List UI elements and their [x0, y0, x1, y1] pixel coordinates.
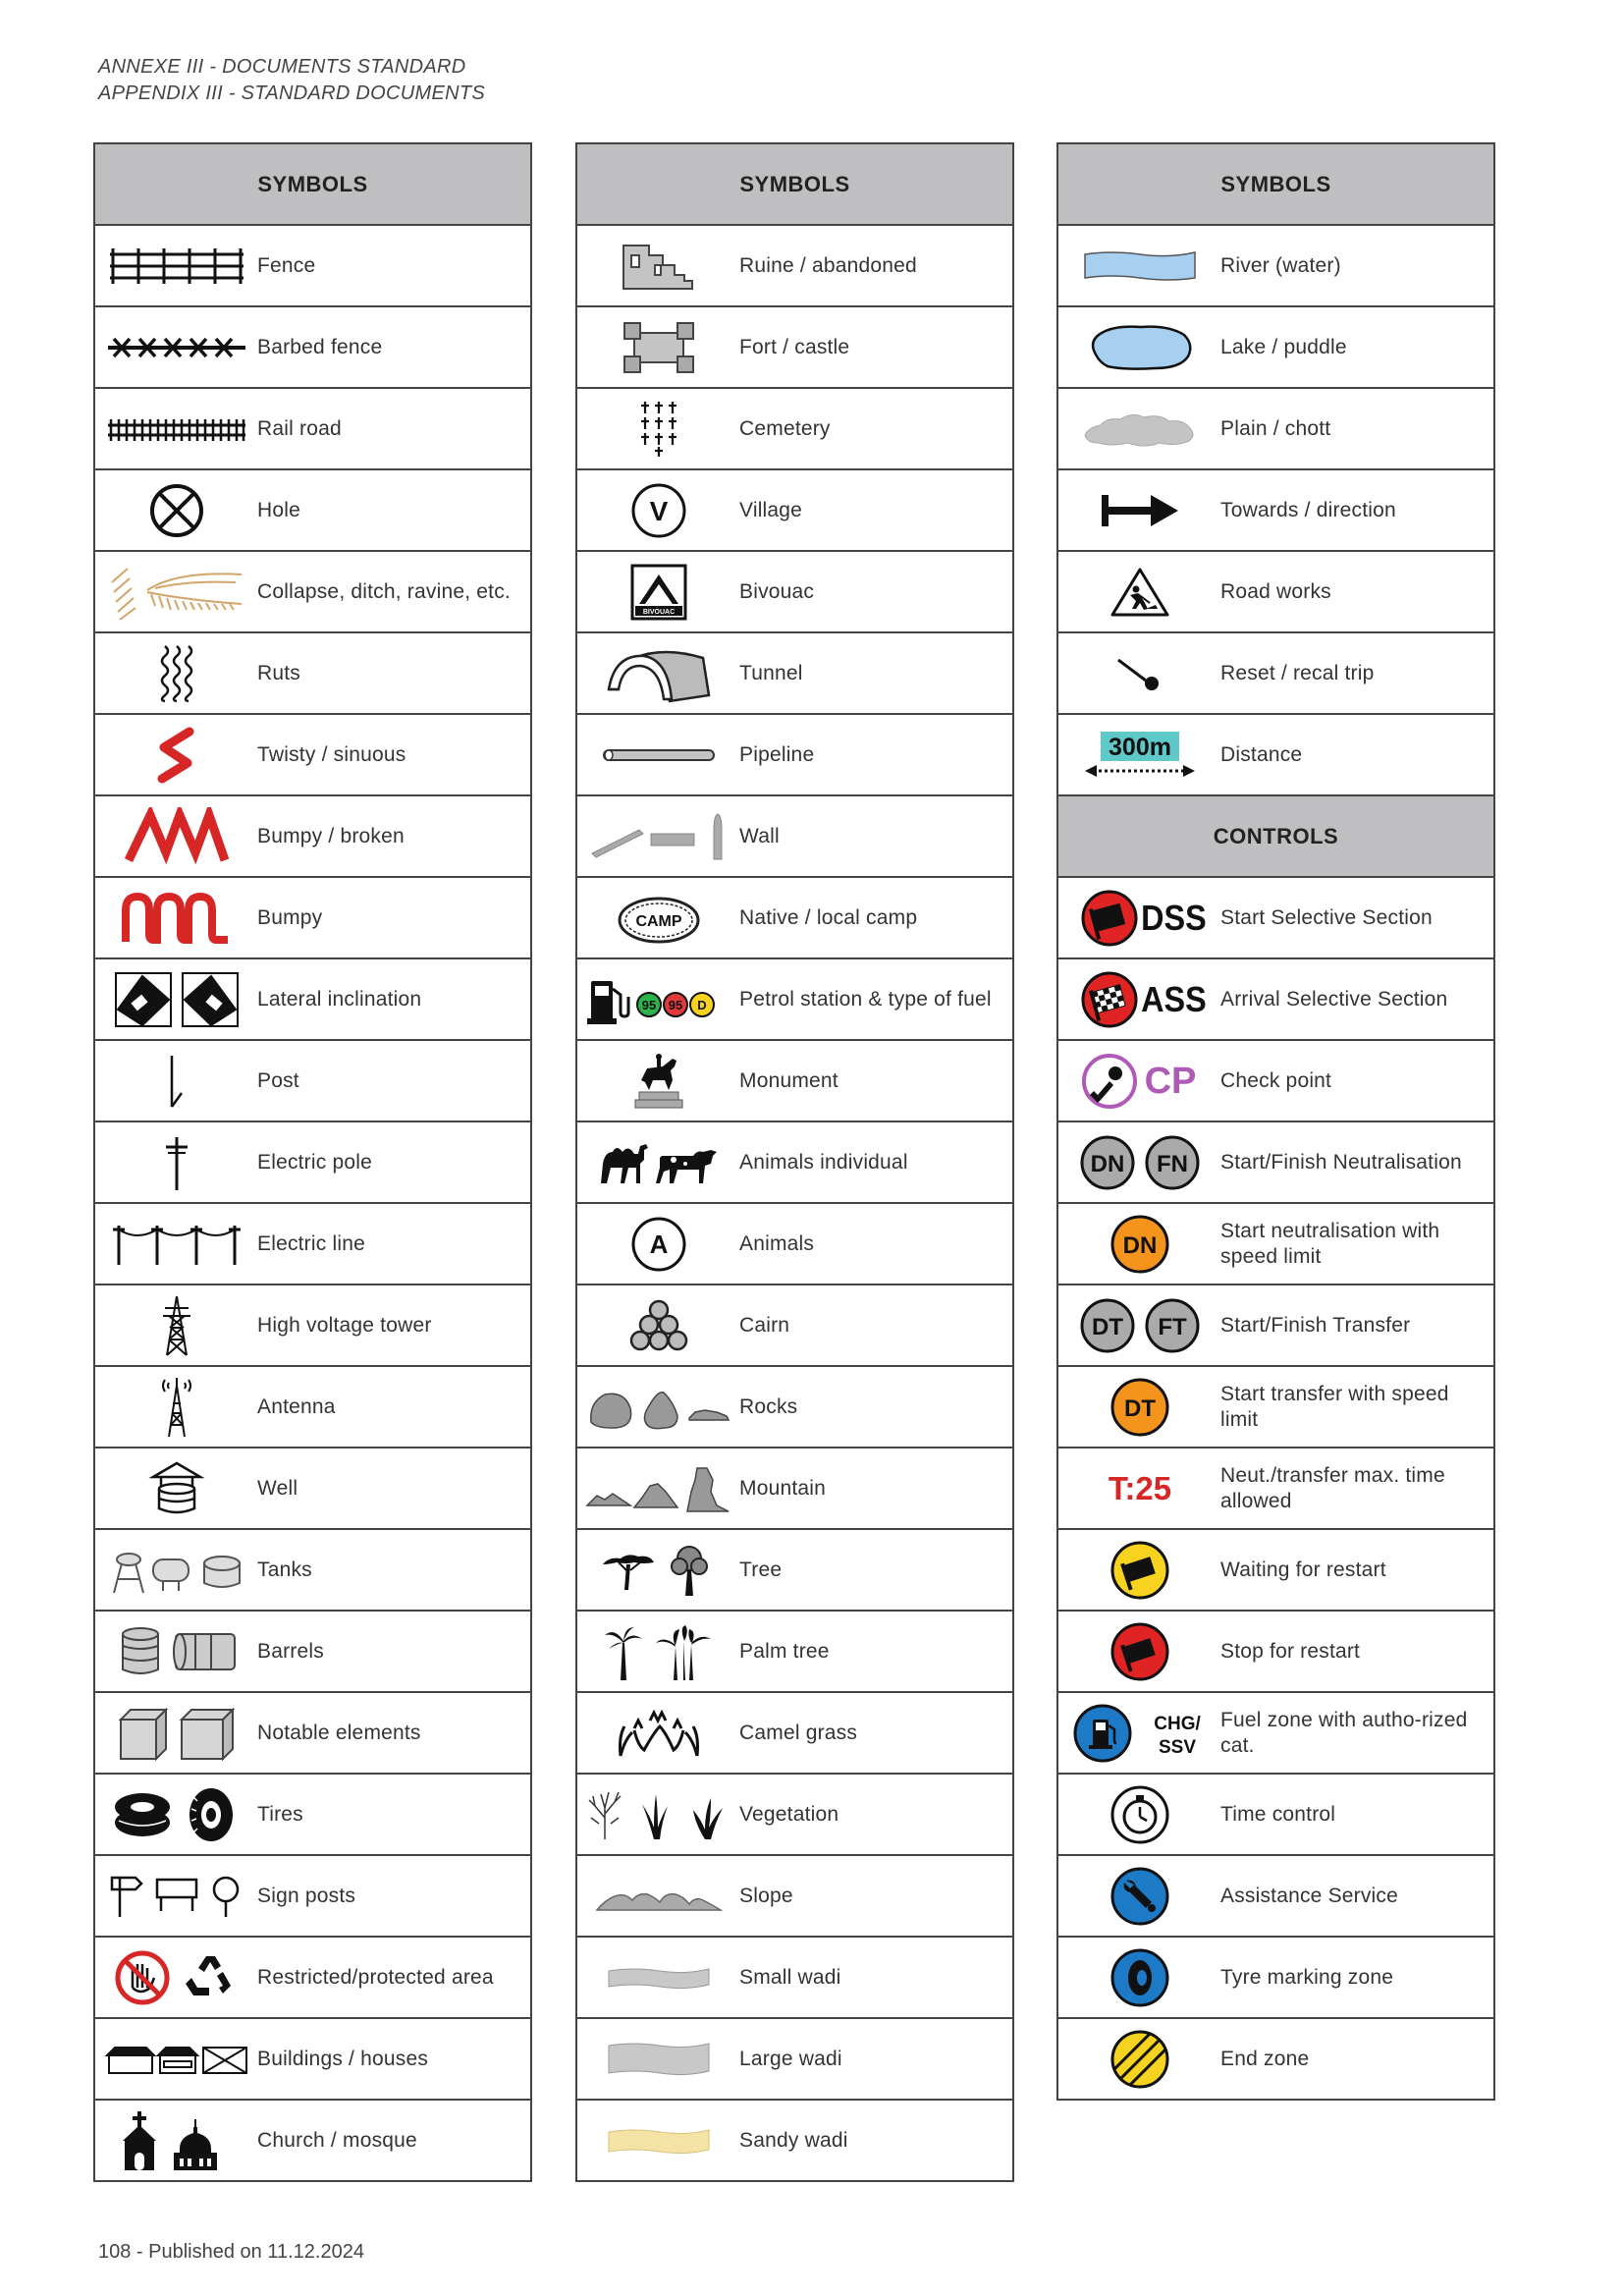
symbol-label: Plain / chott [1220, 416, 1331, 440]
symbol-row [95, 878, 530, 959]
barbed-fence-icon [108, 333, 245, 362]
symbol-row [577, 226, 1012, 307]
symbol-label: Barbed fence [257, 335, 383, 358]
symbol-label: Sandy wadi [739, 2128, 848, 2152]
symbol-label: Reset / recal trip [1220, 661, 1375, 684]
symbol-label: Tanks [257, 1558, 312, 1581]
symbol-row [95, 796, 530, 878]
symbol-label: Electric line [257, 1231, 365, 1255]
symbol-label: Palm tree [739, 1639, 830, 1663]
symbol-label: Restricted/protected area [257, 1965, 494, 1989]
fuel-type-1: 95 [641, 997, 656, 1012]
symbol-label: Tires [257, 1802, 303, 1826]
symbol-label: Bivouac [739, 579, 815, 603]
symbol-row [577, 470, 1012, 552]
symbol-label: Village [739, 498, 803, 521]
control-row [1058, 1693, 1493, 1775]
control-row [1058, 2019, 1493, 2099]
header-line-fr: ANNEXE III - DOCUMENTS STANDARD [98, 56, 466, 78]
control-label: Arrival Selective Section [1220, 987, 1448, 1011]
symbol-row [1058, 715, 1493, 796]
symbol-row [577, 878, 1012, 959]
ft-text: FT [1157, 1313, 1187, 1340]
symbol-row [95, 552, 530, 633]
symbol-row [1058, 307, 1493, 389]
symbol-row [577, 1204, 1012, 1285]
post-icon [162, 1052, 191, 1111]
symbol-label: Ruine / abandoned [739, 253, 917, 277]
large-wadi-icon [605, 2038, 713, 2081]
symbol-label: Post [257, 1068, 299, 1092]
controls-header: CONTROLS [1058, 796, 1493, 878]
symbol-row [577, 796, 1012, 878]
symbol-row [577, 1367, 1012, 1449]
control-row [1058, 878, 1493, 959]
symbol-row [577, 1856, 1012, 1938]
tree-icon [595, 1541, 723, 1600]
control-row [1058, 1122, 1493, 1204]
neutralisation-icon [1076, 1133, 1204, 1192]
control-label: Start Selective Section [1220, 905, 1433, 929]
rocks-icon [585, 1383, 732, 1432]
tyre-marking-icon [1109, 1946, 1171, 2009]
control-row [1058, 1041, 1493, 1122]
symbol-label: Road works [1220, 579, 1331, 603]
symbol-label: Towards / direction [1220, 498, 1396, 521]
symbol-row [577, 1938, 1012, 2019]
control-row [1058, 1775, 1493, 1856]
control-row [1058, 1449, 1493, 1530]
symbol-label: Rail road [257, 416, 342, 440]
symbol-row [577, 633, 1012, 715]
symbol-label: Native / local camp [739, 905, 918, 929]
symbol-label: Collapse, ditch, ravine, etc. [257, 579, 511, 603]
cairn-icon [629, 1298, 688, 1353]
antenna-icon [157, 1376, 196, 1439]
symbol-label: Monument [739, 1068, 839, 1092]
symbol-row [577, 552, 1012, 633]
bivouac-text: BIVOUAC [642, 608, 675, 616]
waiting-restart-icon [1109, 1539, 1171, 1602]
mountain-icon [585, 1462, 732, 1515]
control-row [1058, 1612, 1493, 1693]
symbol-label: Pipeline [739, 742, 815, 766]
symbol-row [577, 1041, 1012, 1122]
control-label: Tyre marking zone [1220, 1965, 1394, 1989]
hole-icon [147, 481, 206, 540]
symbol-label: Petrol station & type of fuel [739, 987, 992, 1011]
symbol-row [95, 959, 530, 1041]
symbol-row [95, 1775, 530, 1856]
camel-grass-icon [615, 1707, 703, 1760]
column-header: SYMBOLS [577, 144, 1012, 226]
control-row [1058, 1285, 1493, 1367]
symbol-label: Tree [739, 1558, 783, 1581]
symbol-label: Wall [739, 824, 780, 847]
header-line-en: APPENDIX III - STANDARD DOCUMENTS [98, 82, 486, 104]
symbol-row [95, 1204, 530, 1285]
symbol-label: Bumpy [257, 905, 323, 929]
electric-pole-icon [162, 1133, 191, 1192]
fuel-type-3: D [696, 997, 707, 1012]
dn-limit-text: DN [1122, 1231, 1157, 1259]
symbol-row [577, 1530, 1012, 1612]
control-row [1058, 1856, 1493, 1938]
small-wadi-icon [605, 1961, 713, 1995]
distance-icon [1081, 728, 1199, 783]
sandy-wadi-icon [605, 2124, 713, 2158]
dt-limit-text: DT [1123, 1394, 1156, 1422]
symbol-row [95, 1285, 530, 1367]
symbol-row [577, 307, 1012, 389]
bumpy-broken-icon [123, 807, 231, 866]
symbol-row [577, 715, 1012, 796]
cp-text: CP [1144, 1060, 1197, 1102]
control-label: Stop for restart [1220, 1639, 1361, 1663]
control-row [1058, 1367, 1493, 1449]
time-control-icon [1109, 1783, 1171, 1846]
control-label: End zone [1220, 2047, 1310, 2070]
symbol-row [95, 1122, 530, 1204]
symbol-row [1058, 633, 1493, 715]
symbol-row [95, 633, 530, 715]
symbol-label: Cairn [739, 1313, 790, 1337]
symbol-label: High voltage tower [257, 1313, 432, 1337]
column-header: SYMBOLS [1058, 144, 1493, 226]
assistance-icon [1109, 1865, 1171, 1928]
max-time-icon [1086, 1464, 1194, 1513]
symbol-row [95, 1693, 530, 1775]
control-label: Neut./transfer max. time allowed [1220, 1463, 1445, 1512]
transfer-icon [1076, 1296, 1204, 1355]
rail-road-icon [108, 415, 245, 443]
symbol-label: Sign posts [257, 1884, 356, 1907]
symbol-row [1058, 470, 1493, 552]
symbol-row [1058, 389, 1493, 470]
symbol-row [95, 307, 530, 389]
control-label: Time control [1220, 1802, 1336, 1826]
check-point-icon [1080, 1052, 1217, 1111]
symbol-label: Small wadi [739, 1965, 841, 1989]
symbol-row [95, 1530, 530, 1612]
symbol-label: Slope [739, 1884, 793, 1907]
animals-individual-icon [595, 1138, 723, 1187]
fort-icon [622, 321, 695, 374]
symbol-label: Rocks [739, 1394, 798, 1418]
cemetery-icon [639, 400, 678, 459]
reset-trip-icon [1110, 652, 1169, 695]
tires-icon [113, 1785, 241, 1844]
symbol-row [95, 1612, 530, 1693]
dn-speed-limit-icon [1109, 1213, 1171, 1276]
tunnel-icon [605, 644, 713, 703]
lake-icon [1086, 321, 1194, 374]
dt-text: DT [1091, 1313, 1123, 1340]
tanks-icon [108, 1544, 245, 1597]
symbol-label: Church / mosque [257, 2128, 417, 2152]
symbol-row [95, 1938, 530, 2019]
symbol-row [1058, 226, 1493, 307]
symbol-row [95, 226, 530, 307]
palm-tree-icon [595, 1621, 723, 1682]
symbol-label: River (water) [1220, 253, 1341, 277]
symbols-column-1 [93, 142, 532, 2182]
symbol-label: Large wadi [739, 2047, 842, 2070]
twisty-icon [152, 726, 201, 785]
direction-arrow-icon [1096, 489, 1184, 532]
well-icon [147, 1459, 206, 1518]
control-label: Start/Finish Neutralisation [1220, 1150, 1462, 1174]
fn-text: FN [1156, 1150, 1188, 1177]
ass-flag-icon [1080, 970, 1217, 1029]
control-label: Fuel zone with autho-rized cat. [1220, 1708, 1468, 1757]
symbol-row [95, 1449, 530, 1530]
symbol-label: Hole [257, 498, 300, 521]
control-row [1058, 959, 1493, 1041]
high-voltage-tower-icon [157, 1294, 196, 1357]
symbol-row [95, 715, 530, 796]
control-row [1058, 1530, 1493, 1612]
symbol-row [577, 1449, 1012, 1530]
buildings-icon [103, 2040, 250, 2079]
symbol-label: Notable elements [257, 1721, 421, 1744]
symbols-column-3 [1056, 142, 1495, 2101]
symbol-row [577, 1285, 1012, 1367]
symbol-label: Ruts [257, 661, 300, 684]
control-label: Start transfer with speed limit [1220, 1382, 1449, 1431]
symbol-label: Distance [1220, 742, 1303, 766]
sign-posts-icon [108, 1872, 245, 1921]
symbol-row [95, 2019, 530, 2101]
camp-icon [615, 889, 703, 948]
collapse-icon [108, 561, 245, 624]
page-footer: 108 - Published on 11.12.2024 [98, 2241, 364, 2263]
distance-value: 300m [1108, 733, 1171, 761]
dn-text: DN [1090, 1150, 1124, 1177]
page-header [98, 54, 485, 107]
church-mosque-icon [113, 2109, 241, 2172]
pipeline-icon [600, 745, 718, 765]
petrol-station-icon [585, 973, 732, 1026]
symbol-label: Barrels [257, 1639, 324, 1663]
symbol-label: Fort / castle [739, 335, 850, 358]
control-label: Assistance Service [1220, 1884, 1399, 1907]
symbol-label: Camel grass [739, 1721, 858, 1744]
camp-text: CAMP [634, 912, 682, 930]
symbol-label: Animals [739, 1231, 815, 1255]
lateral-inclination-icon [113, 970, 241, 1029]
symbol-label: Well [257, 1476, 298, 1500]
symbol-label: Animals individual [739, 1150, 908, 1174]
control-row [1058, 1938, 1493, 2019]
ruine-icon [620, 242, 698, 291]
control-label: Start neutralisation with speed limit [1220, 1219, 1440, 1268]
fuel-zone-cat-2: SSV [1158, 1736, 1196, 1758]
symbol-row [95, 1856, 530, 1938]
symbol-row [577, 959, 1012, 1041]
control-label: Start/Finish Transfer [1220, 1313, 1411, 1337]
village-icon [629, 481, 688, 540]
symbol-row [577, 1693, 1012, 1775]
barrels-icon [113, 1624, 241, 1679]
vegetation-icon [585, 1788, 732, 1841]
symbol-label: Twisty / sinuous [257, 742, 406, 766]
fuel-zone-icon [1071, 1702, 1209, 1765]
column-header: SYMBOLS [95, 144, 530, 226]
symbols-column-2 [575, 142, 1014, 2182]
symbol-label: Bumpy / broken [257, 824, 405, 847]
symbol-label: Electric pole [257, 1150, 372, 1174]
fence-icon [108, 246, 245, 286]
symbol-label: Vegetation [739, 1802, 839, 1826]
plain-icon [1081, 408, 1199, 451]
fuel-type-2: 95 [668, 997, 682, 1012]
notable-elements-icon [113, 1704, 241, 1763]
control-row [1058, 1204, 1493, 1285]
symbol-label: Mountain [739, 1476, 826, 1500]
stop-restart-icon [1109, 1620, 1171, 1683]
dss-flag-icon [1080, 889, 1217, 948]
symbol-row [577, 389, 1012, 470]
symbol-row [577, 1775, 1012, 1856]
fuel-zone-cat-1: CHG/ [1153, 1713, 1201, 1734]
ruts-icon [157, 644, 196, 703]
animals-icon [629, 1215, 688, 1274]
symbol-row [577, 2019, 1012, 2101]
symbol-label: Antenna [257, 1394, 336, 1418]
slope-icon [595, 1877, 723, 1916]
symbol-label: Lake / puddle [1220, 335, 1347, 358]
symbol-row [577, 1612, 1012, 1693]
river-icon [1081, 246, 1199, 286]
symbol-row [95, 1041, 530, 1122]
ass-text: ASS [1141, 979, 1207, 1019]
bivouac-icon [629, 563, 688, 622]
electric-line-icon [113, 1220, 241, 1269]
road-works-icon [1109, 566, 1171, 619]
symbol-row [1058, 552, 1493, 633]
wall-icon [590, 810, 728, 863]
symbol-row [95, 470, 530, 552]
village-letter: V [649, 495, 668, 526]
max-time-text: T:25 [1108, 1469, 1171, 1506]
symbol-label: Cemetery [739, 416, 831, 440]
dss-text: DSS [1141, 898, 1207, 938]
symbol-row [95, 1367, 530, 1449]
control-label: Waiting for restart [1220, 1558, 1386, 1581]
symbol-label: Lateral inclination [257, 987, 422, 1011]
dt-speed-limit-icon [1109, 1376, 1171, 1439]
control-label: Check point [1220, 1068, 1332, 1092]
symbol-row [95, 2101, 530, 2180]
symbol-row [95, 389, 530, 470]
symbol-label: Buildings / houses [257, 2047, 429, 2070]
symbol-row [577, 2101, 1012, 2180]
animals-letter: A [649, 1229, 668, 1259]
restricted-area-icon [113, 1948, 241, 2007]
symbol-label: Fence [257, 253, 316, 277]
bumpy-icon [118, 889, 236, 948]
symbol-row [577, 1122, 1012, 1204]
monument-icon [629, 1051, 688, 1112]
symbol-label: Tunnel [739, 661, 803, 684]
end-zone-icon [1109, 2028, 1171, 2091]
